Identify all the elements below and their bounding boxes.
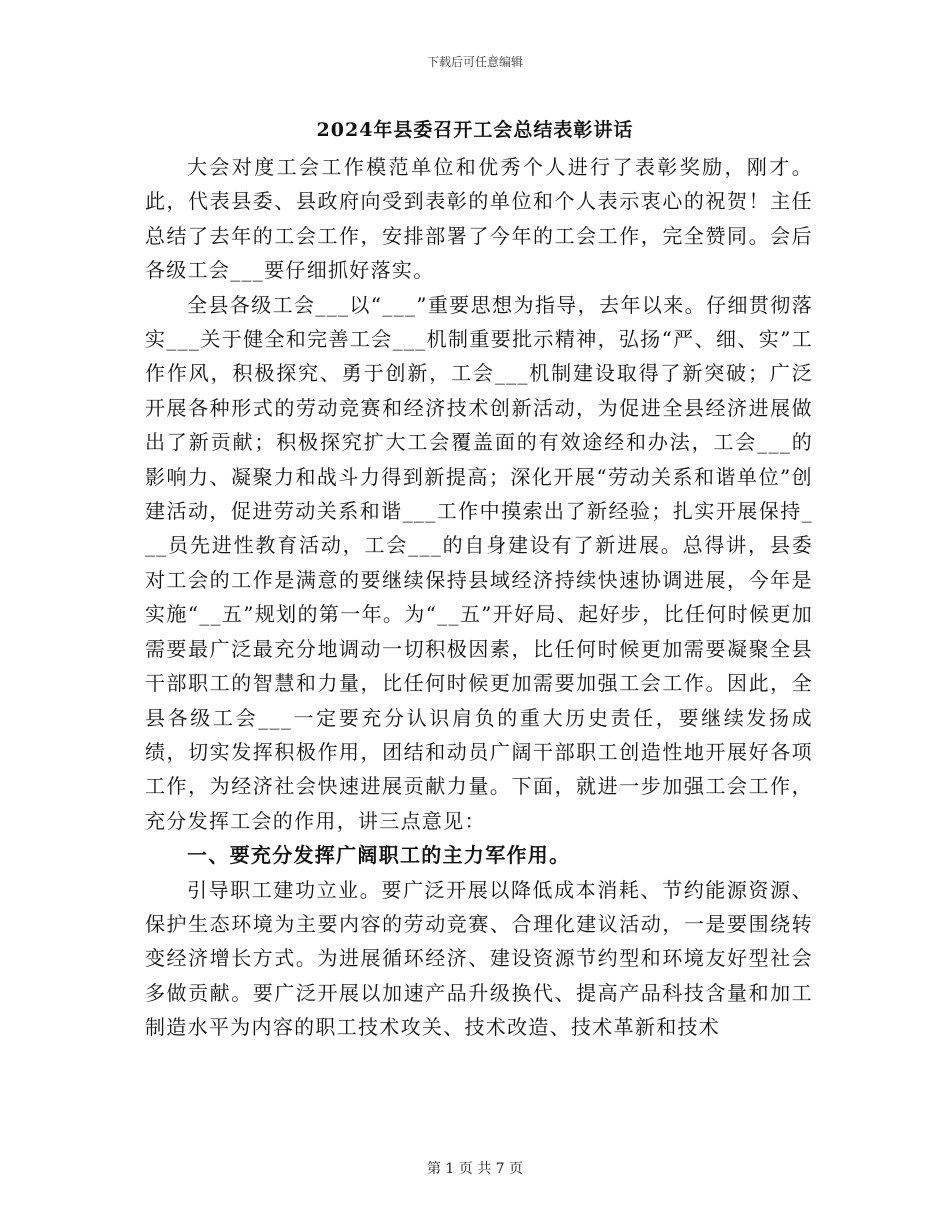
section-heading: 一、要充分发挥广阔职工的主力军作用。 [187,843,571,868]
body-paragraph-1: 大会对度工会工作模范单位和优秀个人进行了表彰奖励，刚才。此，代表县委、县政府向受到表彰的单位和个人表示衷心的祝贺！主任总结了去年的工会工作，安排部署了今年的工会工作，完全赞同。会后各级工会___要仔细抓好落实。 [145,155,813,283]
section-paragraph: 引导职工建功立业。要广泛开展以降低成本消耗、节约能源资源、保护生态环境为主要内容的劳动竞赛、合理化建议活动，一是要围绕转变经济增长方式。为进展循环经济、建设资源节约型和环境友好型社会多做贡献。要广泛开展以加速产品升级换代、提高产品科技含量和加工制造水平为内容的职工技术攻关、技术改造、技术革新和技术 [145,877,813,1040]
document-title: 2024年县委召开工会总结表彰讲话 [316,119,634,141]
body-paragraph-2: 全县各级工会___以“___”重要思想为指导，去年以来。仔细贯彻落实___关于健全和完善工会___机制重要批示精神，弘扬“严、细、实”工作作风，积极探究、勇于创新，工会___机制建设取得了新突破；广泛开展各种形式的劳动竞赛和经济技术创新活动，为促进全县经济进展做出了新贡献；积极探究扩大工会覆盖面的有效途经和办法，工会___的影响力、凝聚力和战斗力得到新提高；深化开展“劳动关系和谐单位”创建活动，促进劳动关系和谐___工作中摸索出了新经验；扎实开展保持___员先进性教育活动，工会___的自身建设有了新进展。总得讲，县委对工会的工作是满意的要继续保持县域经济持续快速协调进展，今年是实施“__五”规划的第一年。为“__五”开好局、起好步，比任何时候更加需要最广泛最充分地调动一切积极因素，比任何时候更加需要凝聚全县干部职工的智慧和力量，比任何时候更加需要加强工会工作。因此，全县各级工会___一定要充分认识肩负的重大历史责任，要继续发扬成绩，切实发挥积极作用，团结和动员广阔干部职工创造性地开展好各项工作，为经济社会快速进展贡献力量。下面，就进一步加强工会工作，充分发挥工会的作用，讲三点意见： [145,292,813,833]
page-header-note: 下载后可任意编辑 [426,55,523,69]
page-number: 第 1 页 共 7 页 [426,1161,524,1177]
document-body [145,150,813,1045]
